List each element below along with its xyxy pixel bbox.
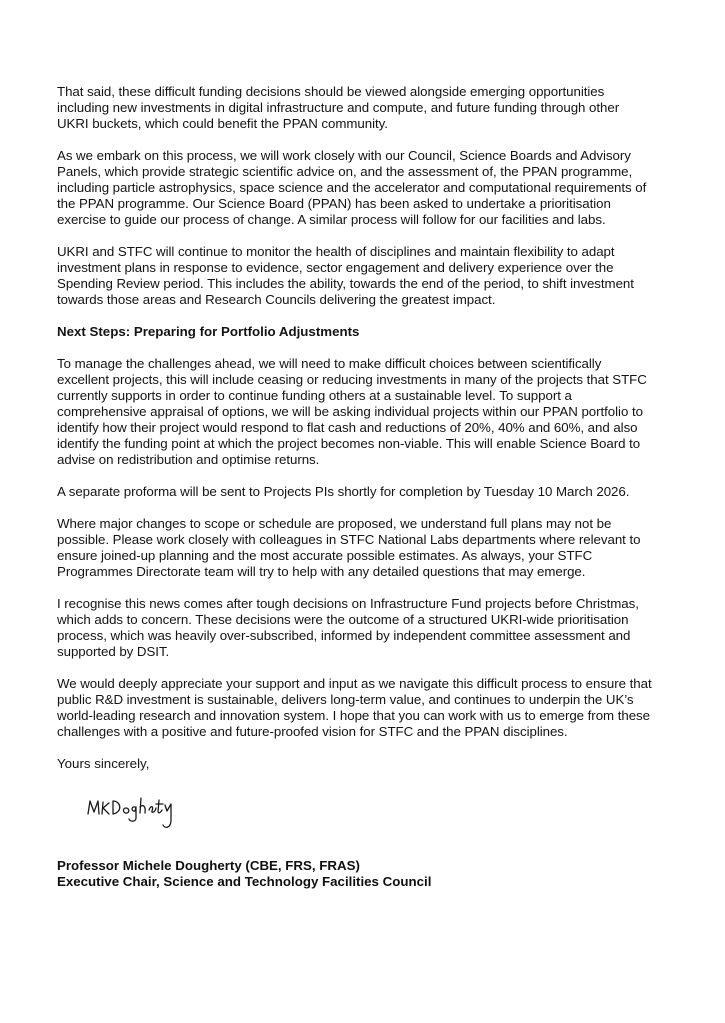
text-line: challenges with a positive and future-proofed vision for STFC and the PPAN disciplines.	[57, 724, 568, 739]
text-line: I recognise this news comes after tough decisions on Infrastructure Fund projects before Christmas,	[57, 596, 639, 611]
signature-area	[57, 782, 707, 846]
paragraph-proforma-deadline	[57, 484, 707, 500]
text-line: world-leading research and innovation system. I hope that you can work with us to emerge from these	[57, 708, 650, 723]
text-line: We would deeply appreciate your support and input as we navigate this difficult process to ensure that	[57, 676, 652, 691]
text-line: identify the funding point at which the project becomes non-viable. This will enable Science Board to	[57, 436, 641, 451]
paragraph-difficult-choices	[57, 356, 707, 468]
text-line: As we embark on this process, we will work closely with our Council, Science Boards and Advisory	[57, 148, 631, 163]
paragraph-infrastructure-fund	[57, 596, 707, 660]
paragraph-funding-opportunities	[57, 84, 707, 132]
letter-page	[57, 84, 707, 890]
text-line: UKRI and STFC will continue to monitor the health of disciplines and maintain flexibility to adapt	[57, 244, 615, 259]
text-line: Panels, which provide strategic scientific advice on, and the assessment of, the PPAN programme,	[57, 164, 633, 179]
paragraph-council-engagement	[57, 148, 707, 228]
text-line: Where major changes to scope or schedule are proposed, we understand full plans may not be	[57, 516, 612, 531]
text-line: Spending Review period. This includes the ability, towards the end of the period, to shift investment	[57, 276, 634, 291]
text-line: To manage the challenges ahead, we will need to make difficult choices between scientifically	[57, 356, 602, 371]
text-line: public R&D investment is sustainable, delivers long-term value, and continues to underpin the UK’s	[57, 692, 634, 707]
text-line: process, which was heavily over-subscribed, informed by independent committee assessment and	[57, 628, 631, 643]
text-line: exercise to guide our process of change. A similar process will follow for our facilities and labs.	[57, 212, 606, 227]
text-line: investment plans in response to evidence, sector engagement and delivery experience over the	[57, 260, 614, 275]
text-line: including particle astrophysics, space science and the accelerator and computational requirements of	[57, 180, 647, 195]
text-line: towards those areas and Research Councils delivering the greatest impact.	[57, 292, 496, 307]
text-line: identify how their project would respond to flat cash and reductions of 20%, 40% and 60%, and also	[57, 420, 638, 435]
paragraph-scope-changes	[57, 516, 707, 580]
signatory-block	[57, 858, 707, 890]
section-heading: Next Steps: Preparing for Portfolio Adjustments	[57, 324, 360, 339]
text-line: currently supports in order to continue funding others at a sustainable level. To support a	[57, 388, 572, 403]
text-line: ensure joined-up planning and the most accurate possible estimates. As always, your STFC	[57, 548, 593, 563]
text-line: Programmes Directorate team will try to help with any detailed questions that may emerge.	[57, 564, 586, 579]
closing-salutation: Yours sincerely,	[57, 756, 150, 771]
text-line: A separate proforma will be sent to Projects PIs shortly for completion by Tuesday 10 March 2026.	[57, 484, 630, 499]
text-line: advise on redistribution and optimise returns.	[57, 452, 320, 467]
text-line: which adds to concern. These decisions were the outcome of a structured UKRI-wide prioritisation	[57, 612, 629, 627]
text-line: possible. Please work closely with colleagues in STFC National Labs departments where relevant to	[57, 532, 641, 547]
handwritten-signature-icon	[85, 792, 185, 834]
text-line: UKRI buckets, which could benefit the PPAN community.	[57, 116, 388, 131]
text-line: including new investments in digital infrastructure and compute, and future funding through other	[57, 100, 620, 115]
paragraph-appreciation	[57, 676, 707, 740]
text-line: comprehensive appraisal of options, we will be asking individual projects within our PPAN portfolio to	[57, 404, 643, 419]
text-line: supported by DSIT.	[57, 644, 170, 659]
paragraph-monitoring	[57, 244, 707, 308]
text-line: That said, these difficult funding decisions should be viewed alongside emerging opportunities	[57, 84, 605, 99]
signatory-name: Professor Michele Dougherty (CBE, FRS, FRAS)	[57, 858, 360, 873]
text-line: excellent projects, this will include ceasing or reducing investments in many of the projects that STFC	[57, 372, 647, 387]
text-line: the PPAN programme. Our Science Board (PPAN) has been asked to undertake a prioritisation	[57, 196, 611, 211]
signatory-title: Executive Chair, Science and Technology Facilities Council	[57, 874, 432, 889]
